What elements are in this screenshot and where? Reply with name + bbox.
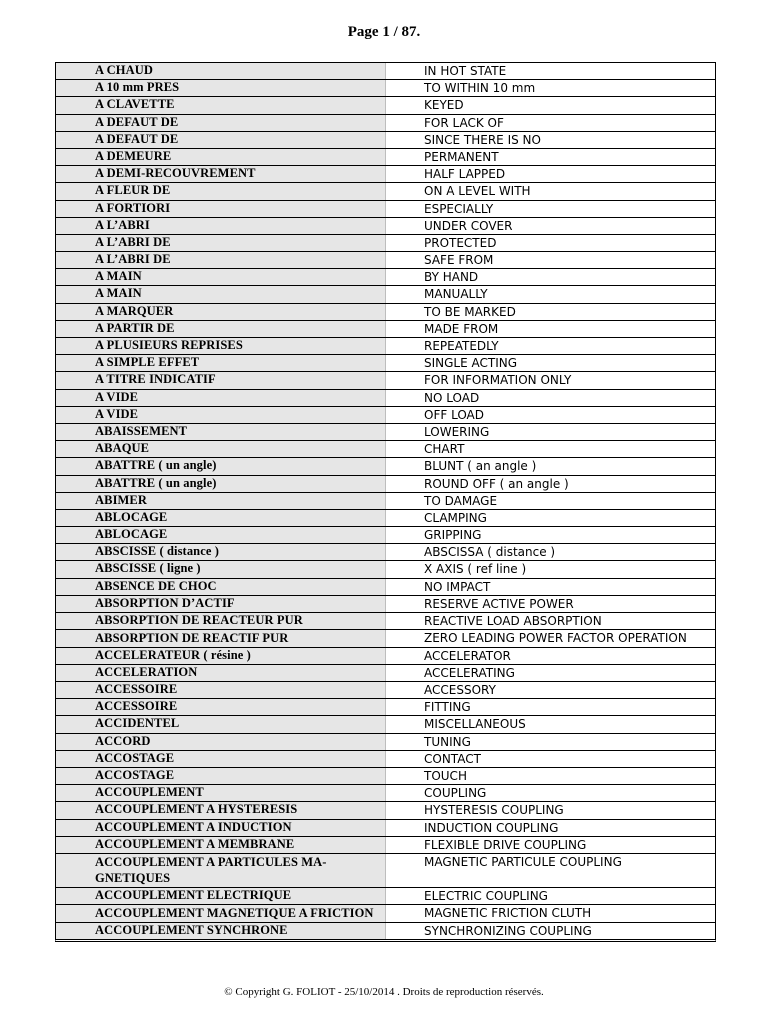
french-term: ABLOCAGE — [56, 527, 386, 543]
french-term: A DEFAUT DE — [56, 115, 386, 131]
english-translation: ABSCISSA ( distance ) — [424, 545, 556, 560]
table-row — [56, 115, 715, 132]
table-row — [56, 355, 715, 372]
french-term: A DEMI-RECOUVREMENT — [56, 166, 386, 182]
table-row — [56, 80, 715, 97]
french-term: A DEMEURE — [56, 149, 386, 165]
english-translation: FITTING — [424, 700, 471, 715]
french-term: ABIMER — [56, 493, 386, 509]
table-row — [56, 613, 715, 630]
table-row — [56, 630, 715, 648]
table-row — [56, 166, 715, 183]
english-translation: MISCELLANEOUS — [424, 717, 526, 732]
english-translation: ACCELERATOR — [424, 648, 511, 663]
french-term: ABSENCE DE CHOC — [56, 579, 386, 595]
table-row — [56, 407, 715, 424]
table-row — [56, 820, 715, 837]
english-translation: INDUCTION COUPLING — [424, 820, 559, 835]
french-term: ABSORPTION DE REACTEUR PUR — [56, 613, 386, 629]
table-row — [56, 390, 715, 407]
french-term: ABSORPTION D’ACTIF — [56, 596, 386, 612]
english-translation: MAGNETIC FRICTION CLUTH — [424, 906, 592, 921]
table-row — [56, 888, 715, 905]
table-row — [56, 235, 715, 252]
english-translation: TO BE MARKED — [424, 304, 516, 319]
english-translation: MADE FROM — [424, 321, 499, 336]
french-term: ABAISSEMENT — [56, 424, 386, 440]
french-term: A VIDE — [56, 407, 386, 423]
table-row — [56, 63, 715, 80]
english-translation: FOR INFORMATION ONLY — [424, 373, 572, 388]
english-translation: UNDER COVER — [424, 218, 513, 233]
english-translation: MANUALLY — [424, 287, 488, 302]
french-term: A DEFAUT DE — [56, 132, 386, 148]
english-translation: CHART — [424, 442, 465, 457]
english-translation: ELECTRIC COUPLING — [424, 888, 548, 903]
table-row — [56, 321, 715, 338]
french-term: A FORTIORI — [56, 201, 386, 217]
english-translation: CONTACT — [424, 751, 481, 766]
french-term: ABSCISSE ( ligne ) — [56, 561, 386, 577]
french-term: A L’ABRI — [56, 218, 386, 234]
french-term: ACCOUPLEMENT A PARTICULES MA-GNETIQUES — [56, 854, 386, 887]
table-row — [56, 716, 715, 733]
english-translation: COUPLING — [424, 786, 487, 801]
french-term: A VIDE — [56, 390, 386, 406]
french-term: ACCESSOIRE — [56, 699, 386, 715]
english-translation: REACTIVE LOAD ABSORPTION — [424, 614, 602, 628]
table-row — [56, 596, 715, 613]
table-row — [56, 252, 715, 269]
french-term: A CLAVETTE — [56, 97, 386, 113]
table-row — [56, 269, 715, 286]
table-row — [56, 854, 715, 888]
french-term: ABATTRE ( un angle) — [56, 476, 386, 492]
french-term: A TITRE INDICATIF — [56, 372, 386, 388]
glossary-table — [55, 62, 716, 942]
table-row — [56, 97, 715, 114]
table-row — [56, 493, 715, 510]
table-row — [56, 648, 715, 665]
table-row — [56, 768, 715, 785]
table-row — [56, 286, 715, 303]
table-row — [56, 201, 715, 218]
english-translation: TUNING — [424, 734, 471, 749]
table-row — [56, 665, 715, 682]
english-translation: NO LOAD — [424, 390, 480, 405]
french-term: A PARTIR DE — [56, 321, 386, 337]
french-term: ACCESSOIRE — [56, 682, 386, 698]
english-translation: SINCE THERE IS NO — [424, 132, 541, 147]
french-term: ABAQUE — [56, 441, 386, 457]
english-translation: OFF LOAD — [424, 407, 485, 422]
english-translation: ACCESSORY — [424, 683, 496, 698]
french-term: ABSORPTION DE REACTIF PUR — [56, 630, 386, 647]
french-term: ABSCISSE ( distance ) — [56, 544, 386, 560]
english-translation: CLAMPING — [424, 510, 487, 525]
english-translation: GRIPPING — [424, 528, 482, 543]
french-term: ACCOUPLEMENT ELECTRIQUE — [56, 888, 386, 904]
french-term: ACCELERATION — [56, 665, 386, 681]
table-row — [56, 372, 715, 389]
table-row — [56, 149, 715, 166]
french-term: ACCOUPLEMENT A MEMBRANE — [56, 837, 386, 853]
table-row — [56, 132, 715, 149]
english-translation: FOR LACK OF — [424, 115, 504, 130]
french-term: A 10 mm PRES — [56, 80, 386, 96]
english-translation: BY HAND — [424, 270, 479, 285]
french-term: ACCOUPLEMENT A INDUCTION — [56, 820, 386, 836]
table-row — [56, 544, 715, 561]
english-translation: X AXIS ( ref line ) — [424, 562, 527, 577]
table-row — [56, 785, 715, 802]
english-translation: TOUCH — [424, 769, 467, 783]
french-term: ACCORD — [56, 734, 386, 750]
english-translation: SYNCHRONIZING COUPLING — [424, 923, 592, 938]
english-translation: ON A LEVEL WITH — [424, 184, 531, 199]
french-term: ACCIDENTEL — [56, 716, 386, 732]
french-term: ACCELERATEUR ( résine ) — [56, 648, 386, 664]
french-term: A MAIN — [56, 269, 386, 285]
table-row — [56, 304, 715, 321]
english-translation: PERMANENT — [424, 149, 499, 164]
french-term: ACCOSTAGE — [56, 768, 386, 784]
english-translation: HYSTERESIS COUPLING — [424, 803, 564, 818]
french-term: ABATTRE ( un angle) — [56, 458, 386, 474]
french-term: ACCOUPLEMENT — [56, 785, 386, 801]
french-term: ACCOSTAGE — [56, 751, 386, 767]
french-term: ACCOUPLEMENT MAGNETIQUE A FRICTION — [56, 905, 386, 922]
french-term: A MARQUER — [56, 304, 386, 320]
english-translation: TO DAMAGE — [424, 493, 498, 508]
french-term: ABLOCAGE — [56, 510, 386, 526]
english-translation: KEYED — [424, 98, 464, 113]
english-translation: RESERVE ACTIVE POWER — [424, 596, 574, 611]
table-row — [56, 751, 715, 768]
english-translation: REPEATEDLY — [424, 339, 499, 353]
french-term: A MAIN — [56, 286, 386, 302]
page-title: Page 1 / 87. — [347, 24, 421, 40]
table-row — [56, 802, 715, 819]
english-translation: ESPECIALLY — [424, 201, 494, 216]
french-term: A PLUSIEURS REPRISES — [56, 338, 386, 354]
english-translation: ROUND OFF ( an angle ) — [424, 476, 569, 491]
french-term: ACCOUPLEMENT SYNCHRONE — [56, 923, 386, 939]
english-translation: NO IMPACT — [424, 579, 491, 594]
table-row — [56, 476, 715, 493]
table-row — [56, 458, 715, 475]
english-translation: MAGNETIC PARTICULE COUPLING — [424, 854, 622, 869]
french-term: A L’ABRI DE — [56, 252, 386, 268]
english-translation: SINGLE ACTING — [424, 356, 518, 371]
table-row — [56, 527, 715, 544]
table-row — [56, 424, 715, 441]
english-translation: ZERO LEADING POWER FACTOR OPERATION — [424, 631, 687, 646]
english-translation: ACCELERATING — [424, 665, 515, 680]
french-term: A SIMPLE EFFET — [56, 355, 386, 371]
english-translation: TO WITHIN 10 mm — [424, 81, 536, 96]
table-row — [56, 510, 715, 527]
table-row — [56, 561, 715, 578]
table-row — [56, 441, 715, 458]
english-translation: SAFE FROM — [424, 253, 494, 268]
table-row — [56, 734, 715, 751]
french-term: ACCOUPLEMENT A HYSTERESIS — [56, 802, 386, 818]
table-row — [56, 579, 715, 596]
french-term: A L’ABRI DE — [56, 235, 386, 251]
english-translation: IN HOT STATE — [424, 64, 507, 78]
table-row — [56, 923, 715, 939]
french-term: A FLEUR DE — [56, 183, 386, 199]
table-row — [56, 682, 715, 699]
table-row — [56, 905, 715, 923]
copyright-footer: © Copyright G. FOLIOT - 25/10/2014 . Droits de reproduction réservés. — [224, 986, 544, 998]
table-row — [56, 183, 715, 200]
table-row — [56, 338, 715, 355]
french-term: A CHAUD — [56, 63, 386, 79]
english-translation: LOWERING — [424, 424, 490, 439]
table-row — [56, 218, 715, 235]
english-translation: FLEXIBLE DRIVE COUPLING — [424, 837, 587, 852]
english-translation: HALF LAPPED — [424, 167, 506, 182]
english-translation: BLUNT ( an angle ) — [424, 459, 537, 474]
table-row — [56, 837, 715, 854]
english-translation: PROTECTED — [424, 235, 497, 250]
table-row — [56, 699, 715, 716]
